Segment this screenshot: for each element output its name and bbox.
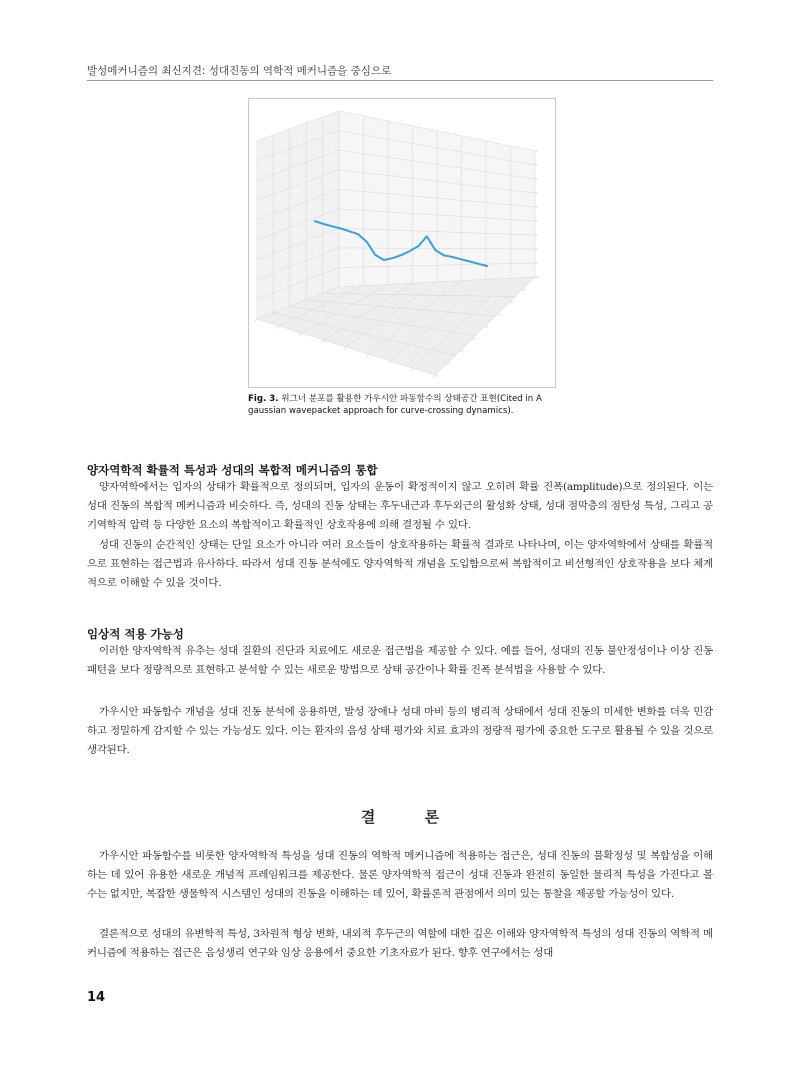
paragraph: 양자역학에서는 입자의 상태가 확률적으로 정의되며, 입자의 운동이 확정적이지 않고 오히려 확률 진폭(amplitude)으로 정의된다. 이는 성대 진동의 복합적 메커니즘과 비슷하다. 즉, 성대의 진동 상태는 후두내근과 후두외근의 활성화 상태, 성대 점막층의 점탄성 특성, 그리고 공기역학적 압력 등 다양한 요소의 복합적이고 확률적인 상호작용에 의해 결정될 수 있다. xyxy=(87,481,713,532)
grid-line xyxy=(322,340,324,343)
figure-caption xyxy=(248,394,560,417)
section-heading-clinical: 임상적 적용 가능성 xyxy=(87,627,184,641)
grid-line xyxy=(366,354,368,357)
section-heading-integration: 양자역학적 확률적 특성과 성대의 복합적 메커니즘의 통합 xyxy=(87,463,378,477)
grid-line xyxy=(448,363,451,364)
grid-line xyxy=(510,302,513,303)
conclusion-title: 결 론 xyxy=(360,808,462,826)
paragraph: 성대 진동의 순간적인 상태는 단일 요소가 아니라 여러 요소들이 상호작용하는 확률적 결과로 나타나며, 이는 양자역학에서 상태를 확률적으로 표현하는 접근법과 유사하다. 따라서 성대 진동 분석에도 양자역학적 개념을 도입함으로써 복합적이고 비선형적인 상호작용을 보다 체계적으로 이해할 수 있을 것이다. xyxy=(87,539,713,590)
grid-line xyxy=(277,326,279,329)
grid-line xyxy=(523,289,526,290)
running-header: 발성메커니즘의 최신지견: 성대진동의 역학적 메커니즘을 중심으로 xyxy=(87,65,392,77)
grid-line xyxy=(460,351,463,352)
grid-line xyxy=(300,333,302,336)
grid-line xyxy=(344,347,346,350)
grid-line xyxy=(473,338,476,339)
grid-line xyxy=(498,314,501,315)
plot-left-pane xyxy=(257,111,339,319)
grid-line xyxy=(255,319,257,322)
grid-line xyxy=(411,368,413,371)
page-number: 14 xyxy=(87,990,106,1005)
figure-3-plot xyxy=(248,98,556,388)
3d-line-plot xyxy=(249,99,555,387)
paragraph: 가우시안 파동함수를 비롯한 양자역학적 특성을 성대 진동의 역학적 메커니즘에 적용하는 접근은, 성대 진동의 불확정성 및 복합성을 이해하는 데 있어 유용한 새로운 개념적 프레임워크를 제공한다. 물론 양자역학적 접근이 성대 진동과 완전히 동일한 물리적 특성을 가진다고 볼 수는 없지만, 복잡한 생물학적 시스템인 성대의 진동을 이해하는 데 있어, 확률론적 관점에서 의미 있는 통찰을 제공할 가능성이 있다. xyxy=(87,850,713,901)
grid-line xyxy=(485,326,488,327)
grid-line xyxy=(389,361,391,364)
figure-caption-text: 위그너 분포를 활용한 가우시안 파동함수의 상태공간 표현(Cited in A gaussian wavepacket approach for curve-crossing dynamics). xyxy=(248,394,542,416)
paragraph: 가우시안 파동함수 개념을 성대 진동 분석에 응용하면, 발성 장애나 성대 마비 등의 병리적 상태에서 성대 진동의 미세한 변화를 더욱 민감하고 정밀하게 감지할 수 있는 가능성도 있다. 이는 환자의 음성 상태 평가와 치료 효과의 정량적 평가에 중요한 도구로 활용될 수 있을 것으로 생각된다. xyxy=(87,706,713,757)
paragraph: 결론적으로 성대의 유변학적 특성, 3차원적 형상 변화, 내외적 후두근의 역할에 대한 깊은 이해와 양자역학적 특성의 성대 진동의 역학적 메커니즘에 적용하는 접근은 음성생리 연구와 임상 응용에서 중요한 기초자료가 된다. 향후 연구에서는 성대 xyxy=(87,928,713,960)
figure-label: Fig. 3. xyxy=(248,394,279,404)
header-divider xyxy=(87,80,713,81)
grid-line xyxy=(435,375,438,376)
paragraph: 이러한 양자역학적 유추는 성대 질환의 진단과 치료에도 새로운 접근법을 제공할 수 있다. 예를 들어, 성대의 진동 불안정성이나 이상 진동 패턴을 보다 정량적으로 표현하고 분석할 수 있는 새로운 방법으로 상태 공간이나 확률 진폭 분석법을 사용할 수 있다. xyxy=(87,645,713,677)
grid-line xyxy=(433,375,435,378)
